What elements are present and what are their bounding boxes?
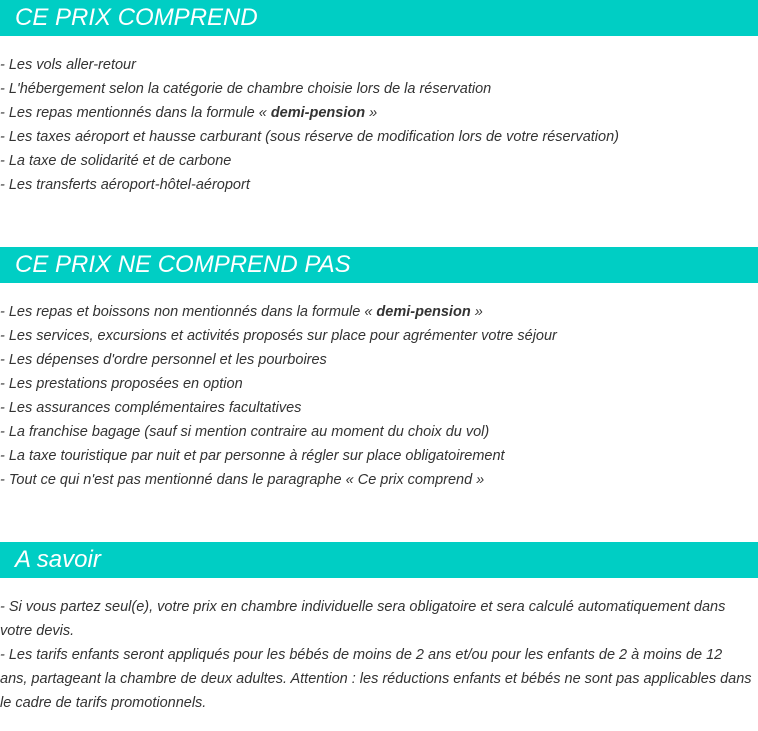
list-item [0,300,758,324]
section-header-good-to-know: A savoir [0,542,758,578]
list-item: - Les transferts aéroport-hôtel-aéroport [0,177,250,193]
section-header-included: CE PRIX COMPREND [0,0,758,36]
section-header-not-included: CE PRIX NE COMPREND PAS [0,247,758,283]
list-item: - Les vols aller-retour [0,57,136,73]
list-item: - La taxe de solidarité et de carbone [0,153,232,169]
info-paragraph: - Si vous partez seul(e), votre prix en chambre individuelle sera obligatoire et sera calculé automatiquement dans votre devis. [0,599,726,639]
list-item-text-after: » [365,105,378,121]
info-paragraph: - Les tarifs enfants seront appliqués pour les bébés de moins de 2 ans et/ou pour les enfants de 2 à moins de 12 ans, partageant la chambre de deux adultes. Attention : les réductions enfants et bébés ne sont pas applicables dans le cadre de tarifs promotionnels. [0,647,752,711]
good-to-know-text [0,595,752,715]
list-item: - Les prestations proposées en option [0,376,243,392]
list-item: - Les dépenses d'ordre personnel et les pourboires [0,352,327,368]
list-item-bold: demi-pension [270,105,366,121]
list-item: - L'hébergement selon la catégorie de chambre choisie lors de la réservation [0,81,492,97]
list-item-bold: demi-pension [376,304,471,320]
list-item-text-after: » [470,304,483,320]
list-item-text: - Les repas mentionnés dans la formule « [0,105,271,121]
included-list [0,53,758,197]
list-item [0,101,758,125]
list-item: - La franchise bagage (sauf si mention contraire au moment du choix du vol) [0,424,490,440]
list-item: - Les services, excursions et activités proposés sur place pour agrémenter votre séjour [0,328,557,344]
list-item-text: - Les repas et boissons non mentionnés dans la formule « [0,304,377,320]
list-item: - Les taxes aéroport et hausse carburant (sous réserve de modification lors de votre réservation) [0,129,619,145]
list-item: - Tout ce qui n'est pas mentionné dans le paragraphe « Ce prix comprend » [0,472,485,488]
list-item: - La taxe touristique par nuit et par personne à régler sur place obligatoirement [0,448,505,464]
not-included-list [0,300,758,492]
list-item: - Les assurances complémentaires facultatives [0,400,302,416]
